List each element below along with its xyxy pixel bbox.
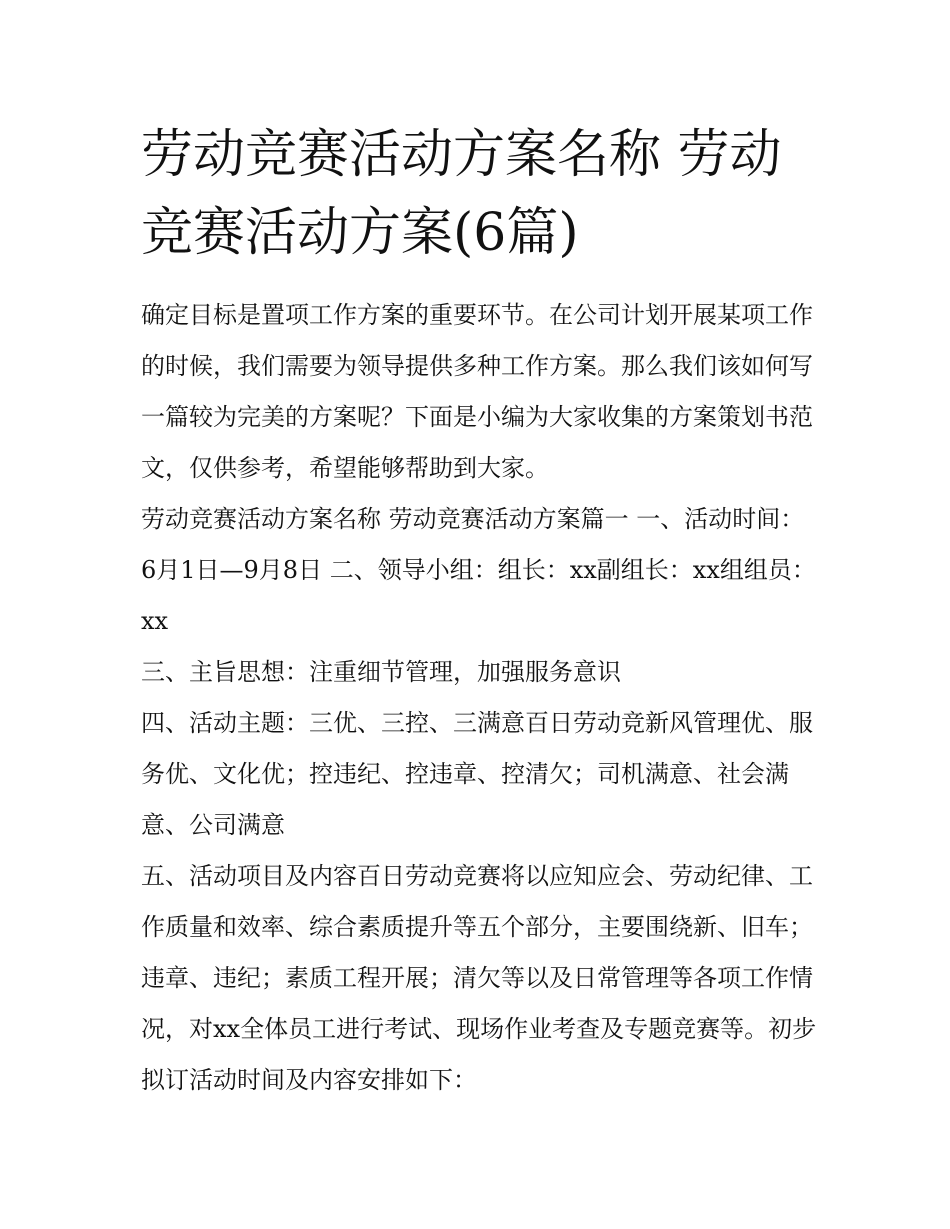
document-title: 劳动竞赛活动方案名称 劳动竞赛活动方案(6篇) xyxy=(141,125,782,263)
paragraph-main-idea: 三、主旨思想：注重细节管理，加强服务意识 xyxy=(141,658,621,686)
paragraph-time-and-leaders: 劳动竞赛活动方案名称 劳动竞赛活动方案篇一 一、活动时间：6月1日—9月8日 二、领导小组：组长：xx副组长：xx组组员：xx xyxy=(141,505,816,635)
paragraph-activity-items: 五、活动项目及内容百日劳动竞赛将以应知应会、劳动纪律、工作质量和效率、综合素质提升等五个部分，主要围绕新、旧车；违章、违纪；素质工程开展；清欠等以及日常管理等各项工作情况，对xx全体员工进行考试、现场作业考查及专题竞赛等。初步拟订活动时间及内容安排如下： xyxy=(141,862,817,1094)
document-page xyxy=(141,116,817,1106)
intro-paragraph: 确定目标是置项工作方案的重要环节。在公司计划开展某项工作的时候，我们需要为领导提供多种工作方案。那么我们该如何写一篇较为完美的方案呢？下面是小编为大家收集的方案策划书范文，仅供参考，希望能够帮助到大家。 xyxy=(141,301,813,482)
paragraph-activity-theme: 四、活动主题：三优、三控、三满意百日劳动竞新风管理优、服务优、文化优；控违纪、控违章、控清欠；司机满意、社会满意、公司满意 xyxy=(141,709,813,839)
